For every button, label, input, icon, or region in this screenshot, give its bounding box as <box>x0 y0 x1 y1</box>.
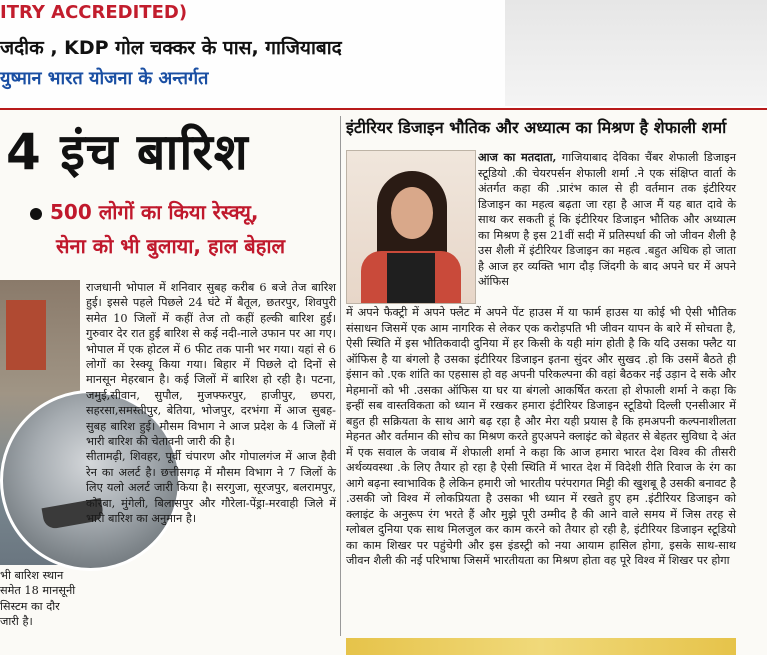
shefali-sharma-portrait <box>346 150 476 304</box>
rain-subheadline-1: 500 लोगों का किया रेस्क्यू, <box>50 200 259 224</box>
article-paragraph: गाजियाबाद देविका चैंबर शेफाली डिजाइन स्टूडियो .की चेयरपर्सन शेफाली शर्मा .ने एक संक्षिप्त वार्ता के अंतर्गत कहा की .प्रारंभ काल से ही वर्तमान तक इंटीरियर डिजाइन का महत्व बढ़ता जा रहा है आज मैं यह बात दावे के साथ कर सकती हूं कि इंटीरियर डिजाइन भौतिक और अध्यात्म का मिश्रण है इस 21वीं सदी में प्रतिस्पर्धा की जो जीवन शैली है उस शैली में इंटीरियर डिजाइन का महत्व .बहुत अधिक हो जाता है आज हर व्यक्ति भाग दौड़ जिंदगी के बाद अपने घर में अपने ऑफिस <box>478 151 736 288</box>
ad-accreditation-text: ITRY ACCREDITED) <box>0 2 188 23</box>
bullet-icon <box>30 208 42 220</box>
column-divider <box>340 116 341 636</box>
rain-subheadline-2: सेना को भी बुलाया, हाल बेहाल <box>56 234 286 258</box>
interior-article-body-bottom: में अपने फैक्ट्री में अपने फ्लैट में अपने पेंट हाउस में या फार्म हाउस या कोई भी ऐसी भौतिक संसाधन जिसमें एक आम नागरिक से लेकर एक करोड़पति भी जीवन यापन के बारे में सोचता है, ऐसी स्थिति में इस भौतिकवादी दुनिया में हर किसी के यही मांग होती है कि यदि उसका फ्लैट या ऑफिस है या बंगलो है उसका इंटीरियर डिजाइन इतना सुंदर और सुखद .हो कि उसमें बैठते ही इंसान को .एक शांति का एहसास हो वह अपनी परिकल्पना की वहां बैठकर नई उड़ान दे सके और मेहमानों को भी .उसका ऑफिस या घर या बंगलो आकर्षित करता हो शेफाली शर्मा ने कहा कि इन्हीं सब वास्तविकता को ध्यान में रखकर हमारा इंटीरियर डिजाइन स्टूडियो दिल्ली एनसीआर में बहुत ही सक्रियता के साथ आगे बढ़ रहा है और मेरा यही प्रयास है कि हमअपनी कल्पनाशीलता मेहनत और वर्तमान की सोच का मिश्रण करते हुएअपने क्लाइंट को बेहतर से बेहतर सुविधा दे अंत में एक सवाल के जवाब में शेफाली शर्मा ने कहा कि आज हमारा भारत देश विश्व की तीसरी अर्थव्यवस्था .के लिए तैयार हो रहा है ऐसी स्थिति में भारत देश में विदेशी रीति रिवाज के रंग का आगे बढ़ना स्वाभाविक है लेकिन हमारी जो भारतीय परंपरागत मिट्टी की खुशबू है उसकी बनावट है .उसकी जो विश्व में लोकप्रियता है उसका भी ध्यान में रखते हुए हम .इंटीरियर डिजाइन को क्लाइंट के अनुरूप रंग भरते हैं और मुझे पूरी उम्मीद है की आने वाले समय में जिस तरह से ग्लोबल दुनिया एक साथ मिलजुल कर काम करने को तैयार हो रही है, इंटीरियर डिजाइन स्टूडियो का काम शिखर पर पहुंचेगी और इस इंडस्ट्री को नया आयाम हासिल होगा, इसके साथ-साथ जीवन शैली की नई परिभाषा जिसमें भारतीयता का मिश्रण होता वह पूरे विश्व में शिखर पर होगा <box>346 306 736 567</box>
ad-doctors-photo <box>505 0 767 106</box>
rain-headline: 4 इंच बारिश <box>6 123 249 181</box>
advertisement-banner <box>0 0 767 110</box>
cut-column-text: भी बारिश स्थान समेत 18 मानसूनी सिस्टम का दौर जारी है। <box>0 569 76 629</box>
article-paragraph: सीतामढ़ी, शिवहर, पूर्वी चंपारण और गोपालगंज में आज हैवी रेन का अलर्ट है। छत्तीसगढ़ में मौसम विभाग ने 7 जिलों के लिए यलो अलर्ट जारी किया है। सरगुजा, सूरजपुर, बलरामपुर, कोरबा, मुंगेली, बिलासपुर और गौरेला-पेंड्रा-मरवाही जिले में भारी बारिश का अनुमान है। <box>86 450 336 526</box>
interior-article-body-top <box>478 150 736 290</box>
ad-address-text: जदीक , KDP गोल चक्कर के पास, गाजियाबाद <box>0 37 342 59</box>
ad-scheme-text: युष्मान भारत योजना के अन्तर्गत <box>0 68 209 89</box>
article-paragraph: राजधानी भोपाल में शनिवार सुबह करीब 6 बजे तेज बारिश हुई। इससे पहले पिछले 24 घंटे में बैतूल, छतरपुर, शिवपुरी समेत 10 जिलों में कहीं तेज तो कहीं हल्की बारिश हुई। गुरुवार देर रात हुई बारिश से कई नदी-नाले उफान पर आ गए। भोपाल में एक होटल में 6 फीट तक पानी भर गया। यहां से 6 लोगों का रेस्क्यू किया गया। बिहार में पिछले दो दिनों से मानसून मेहरबान है। कई जिलों में बारिश हो रही है। पटना, जमुई,सीवान, सुपौल, मुजफ्फरपुर, हाजीपुर, छपरा, सहरसा,समस्तीपुर, बेतिया, भोजपुर, दरभंगा में आज सुबह-सुबह बारिश हुई। मौसम विभाग ने आज प्रदेश के 4 जिलों में भारी बारिश की चेतावनी जारी की है। <box>86 281 336 449</box>
bottom-ad-strip <box>346 638 736 655</box>
interior-design-headline: इंटीरियर डिजाइन भौतिक और अध्यात्म का मिश्रण है शेफाली शर्मा <box>346 118 727 137</box>
rain-article-body <box>86 280 336 527</box>
byline: आज का मतदाता, <box>478 150 557 164</box>
